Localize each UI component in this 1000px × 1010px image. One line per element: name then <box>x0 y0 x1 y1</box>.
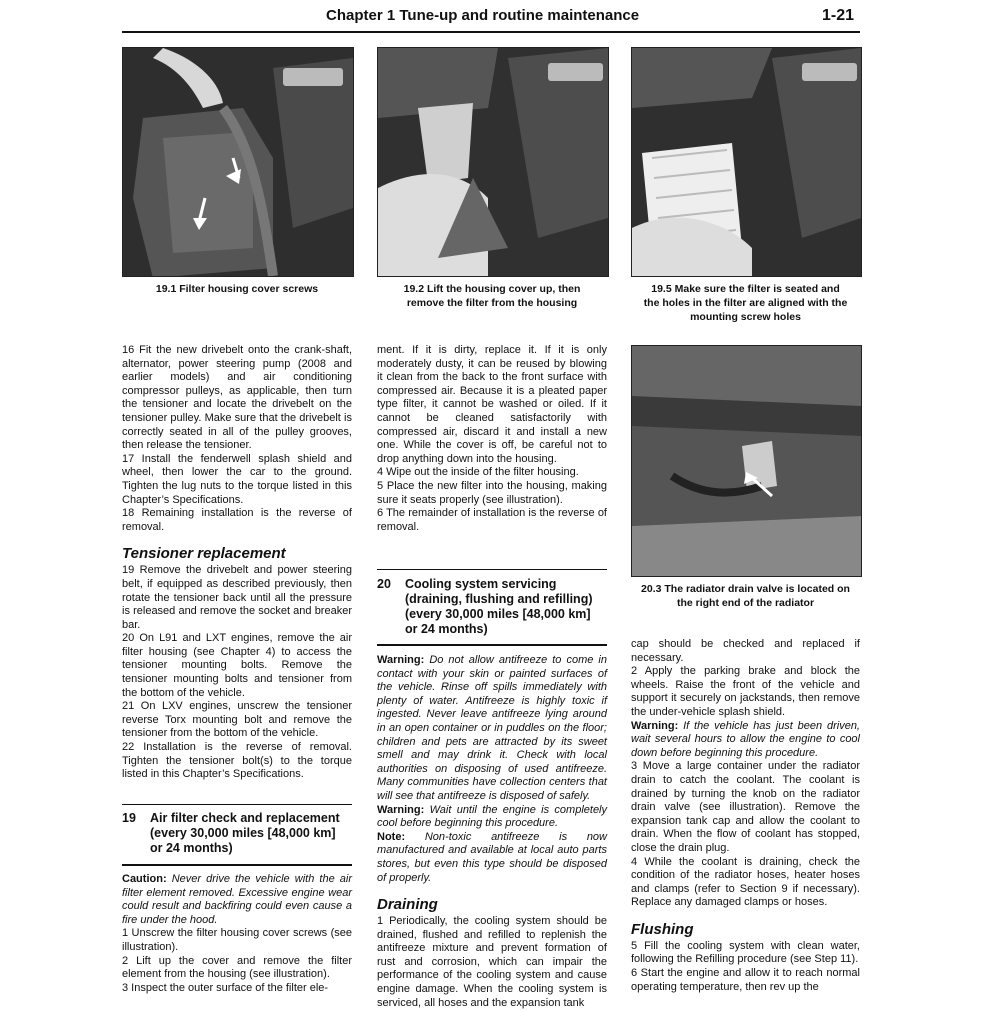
warning-text: Wait until the engine is completely cool before beginning this procedure. <box>377 803 607 830</box>
caption-19-5 <box>631 282 860 324</box>
column-2 <box>377 344 607 534</box>
caption-line: 19.2 Lift the housing cover up, then <box>403 283 581 295</box>
draining-step-3: 3 Move a large container under the radiator drain to catch the coolant. The coolant is drained by turning the knob on the radiator drain valve (see illustration). Remove the expansion tank cap and allow the coolant to drain. When the flow of coolant has stopped, close the drain plug. <box>631 760 860 854</box>
page-number: 1-21 <box>822 7 855 24</box>
section-20-top-rule <box>377 569 607 570</box>
warning-antifreeze <box>377 654 607 804</box>
note-label: Note: <box>377 830 406 843</box>
caption-line: mounting screw holes <box>690 311 801 323</box>
section-20-bottom-rule <box>377 644 607 646</box>
section-19-number: 19 <box>122 811 136 825</box>
step-3: 3 Inspect the outer surface of the filter ele- <box>122 981 329 994</box>
note-text: Non-toxic antifreeze is now manufactured and available at local auto parts stores, but even this type should be disposed of properly. <box>377 830 607 884</box>
header-rule <box>122 31 860 33</box>
chapter-title: Chapter 1 Tune-up and routine maintenance <box>326 7 640 24</box>
caution-text: Never drive the vehicle with the air filter element removed. Excessive engine wear could result and backfiring could even cause a fire under the hood. <box>122 873 352 926</box>
caption-line: the right end of the radiator <box>676 597 815 609</box>
photo-19-5 <box>631 47 862 277</box>
warning-text: Do not allow antifreeze to come in contact with your skin or painted surfaces of the vehicle. Rinse off spills immediately with plenty of water. Antifreeze is highly toxic if ingested. Never leave antifreeze lying around in an open container or in puddles on the floor; children and pets are attracted by its sweet smell and may drink it. Check with local authorities on disposing of used antifreeze. Many communities have collection centers that will see that antifreeze is disposed of safely. <box>377 654 607 802</box>
paragraph-4: 4 Wipe out the inside of the filter housing. <box>377 466 579 479</box>
caption-line: remove the filter from the housing <box>406 297 578 309</box>
paragraph-21: 21 On LXV engines, unscrew the tensioner reverse Torx mounting bolt and remove the tensioner from the bottom of the vehicle. <box>122 700 352 740</box>
step-2: 2 Lift up the cover and remove the filter element from the housing (see illustration). <box>122 954 352 981</box>
photo-19-2 <box>377 47 609 277</box>
warning-engine-cool <box>377 804 607 831</box>
heading-tensioner-replacement: Tensioner replacement <box>122 545 286 563</box>
heading-flushing: Flushing <box>631 920 694 938</box>
warning-recently-driven <box>631 720 860 761</box>
caption-line: the holes in the filter are aligned with the <box>643 297 848 309</box>
warning-label: Warning: <box>631 719 679 732</box>
caption-line: 19.5 Make sure the filter is seated and <box>651 283 840 295</box>
flushing-step-6: 6 Start the engine and allow it to reach normal operating temperature, then rev up the <box>631 967 860 993</box>
section-19-title-line: (every 30,000 miles [48,000 km] <box>150 826 336 840</box>
paragraph-6: 6 The remainder of installation is the reverse of removal. <box>377 507 607 533</box>
column-1-lower <box>122 873 352 995</box>
caption-19-1 <box>122 282 352 296</box>
column-1 <box>122 344 352 782</box>
paragraph-19: 19 Remove the drivebelt and power steering belt, if equipped as described previously, then rotate the tensioner back until all the pressure is released and remove the socket and breaker bar. <box>122 564 352 631</box>
paragraph-20: 20 On L91 and LXT engines, remove the air filter housing (see Chapter 4) to access the tensioner mounting bolts. Remove the tensioner mounting bolts and tensioner from the bottom of the vehicle. <box>122 632 352 699</box>
section-20-title-line: Cooling system servicing <box>405 577 557 591</box>
caption-line: 20.3 The radiator drain valve is located on <box>641 583 850 595</box>
column-3 <box>631 638 860 994</box>
warning-text: If the vehicle has just been driven, wait several hours to allow the engine to cool down before beginning this procedure. <box>631 719 860 759</box>
paragraph-16: 16 Fit the new drivebelt onto the crank-shaft, alternator, power steering pump (2008 and earlier models) and air conditioning compressor pulleys, as applicable, then turn the tensioner and locate the drivebelt on the tensioner pulley. Make sure that the drivebelt is correctly seated in all of the pulley grooves, then release the tensioner. <box>122 344 352 452</box>
section-20-title-line: or 24 months) <box>405 622 488 636</box>
section-19-top-rule <box>122 804 352 805</box>
warning-label: Warning: <box>377 803 425 816</box>
caption-19-2 <box>377 282 607 310</box>
paragraph-22: 22 Installation is the reverse of removal. Tighten the tensioner bolt(s) to the torque listed in this Chapter’s Specifications. <box>122 741 352 781</box>
paragraph-18: 18 Remaining installation is the reverse of removal. <box>122 507 352 533</box>
section-20-title-line: (every 30,000 miles [48,000 km] <box>405 607 591 621</box>
section-20-title-line: (draining, flushing and refilling) <box>405 592 593 606</box>
heading-draining: Draining <box>377 896 438 914</box>
paragraph-5: 5 Place the new filter into the housing, making sure it seats properly (see illustration). <box>377 479 607 506</box>
caution-label: Caution: <box>122 873 167 885</box>
step-1: 1 Unscrew the filter housing cover screws (see illustration). <box>122 927 352 953</box>
column-2-lower <box>377 654 607 1010</box>
draining-step-1-continued: cap should be checked and replaced if necessary. <box>631 638 860 664</box>
draining-step-4: 4 While the coolant is draining, check the condition of the radiator hoses, heater hoses and clamps (refer to Section 9 if necessary). Replace any damaged clamps or hoses. <box>631 855 860 909</box>
photo-19-1 <box>122 47 354 277</box>
flushing-step-5: 5 Fill the cooling system with clean water, following the Refilling procedure (see Step 11). <box>631 939 860 966</box>
section-20-heading <box>377 577 607 637</box>
photo-20-3 <box>631 345 862 577</box>
paragraph-3-continued: ment. If it is dirty, replace it. If it is only moderately dusty, it can be reused by blowing it clean from the back to the front surface with compressed air. Because it is a pleated paper type filter, it cannot be washed or oiled. If it cannot be cleaned satisfactorily with compressed air, discard it and install a new one. While the cover is off, be careful not to drop anything down into the housing. <box>377 344 607 465</box>
section-19-bottom-rule <box>122 864 352 866</box>
warning-label: Warning: <box>377 654 425 666</box>
caption-20-3 <box>631 582 860 610</box>
note-nontoxic <box>377 831 607 885</box>
draining-step-1: 1 Periodically, the cooling system should be drained, flushed and refilled to replenish the antifreeze mixture and prevent formation of rust and corrosion, which can impair the performance of the cooling system and cause engine damage. When the cooling system is serviced, all hoses and the expansion tank <box>377 915 607 1009</box>
draining-step-2: 2 Apply the parking brake and block the wheels. Raise the front of the vehicle and support it securely on jackstands, then remove the under-vehicle splash shield. <box>631 665 860 718</box>
paragraph-17: 17 Install the fenderwell splash shield and wheel, then lower the car to the ground. Tighten the lug nuts to the torque listed in this Chapter’s Specifications. <box>122 452 352 506</box>
section-19-heading <box>122 811 352 856</box>
caption-line: 19.1 Filter housing cover screws <box>155 283 319 295</box>
section-19-title-line: or 24 months) <box>150 841 233 855</box>
section-19-title-line: Air filter check and replacement <box>150 811 340 825</box>
section-20-number: 20 <box>377 577 391 591</box>
caution-note <box>122 873 352 927</box>
